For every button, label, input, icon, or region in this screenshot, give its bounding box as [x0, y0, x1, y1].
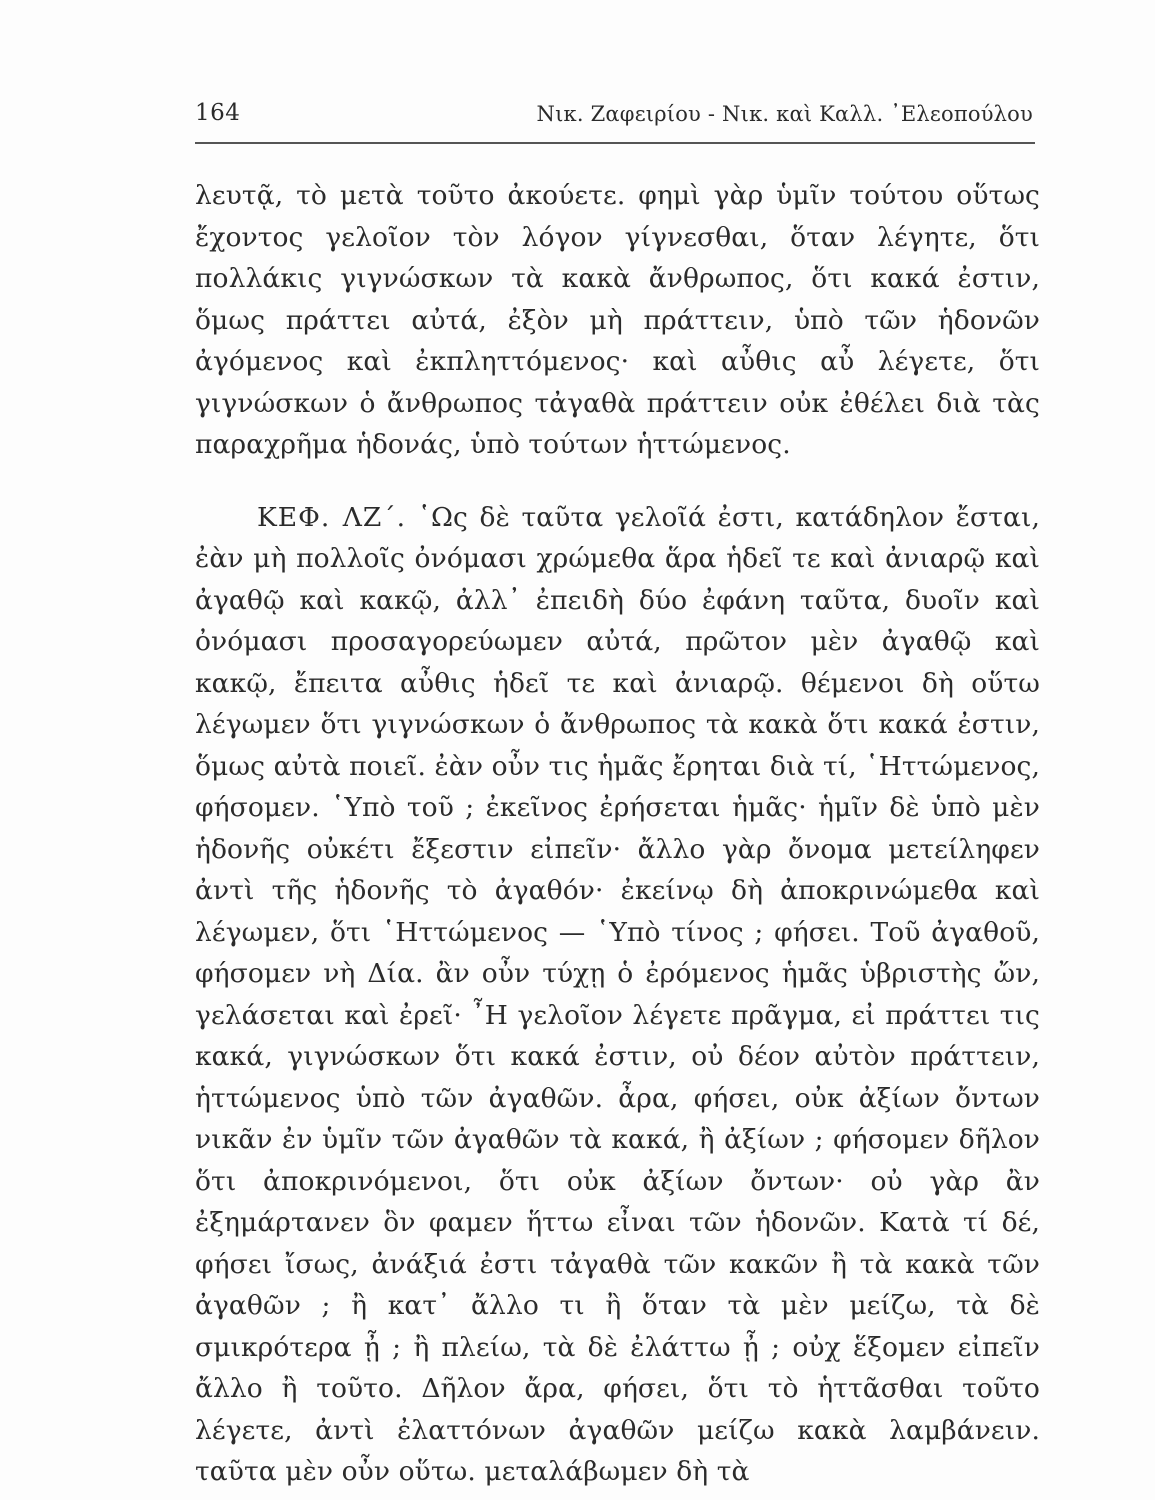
paragraph-1: λευτᾷ, τὸ μετὰ τοῦτο ἀκούετε. φημὶ γὰρ ὑμῖν τούτου οὕτως ἔχοντος γελοῖον τὸν λόγον γίγνεσθαι, ὅταν λέγητε, ὅτι πολλάκις γιγνώσκων τὰ κακὰ ἄνθρωπος, ὅτι κακά ἐστιν, ὅμως πράττει αὐτά, ἐξὸν μὴ πράττειν, ὑπὸ τῶν ἡδονῶν ἀγόμενος καὶ ἐκπληττόμενος· καὶ αὖθις αὖ λέγετε, ὅτι γιγνώσκων ὁ ἄνθρωπος τἀγαθὰ πράττειν οὐκ ἐθέλει διὰ τὰς παραχρῆμα ἡδονάς, ὑπὸ τούτων ἡττώμενος. — [195, 180, 1040, 460]
body-text — [195, 175, 1040, 1493]
running-head: Νικ. Ζαφειρίου - Νικ. καὶ Καλλ. ᾿Ελεοπούλου — [536, 102, 1033, 126]
page-header — [195, 100, 1035, 130]
paragraph-2-text: ῾Ως δὲ ταῦτα γελοῖά ἐστι, κατάδηλον ἔσται, ἐὰν μὴ πολλοῖς ὀνόμασι χρώμεθα ἅρα ἡδεῖ τε καὶ ἀνιαρῷ καὶ ἀγαθῷ καὶ κακῷ, ἀλλ᾿ ἐπειδὴ δύο ἐφάνη ταῦτα, δυοῖν καὶ ὀνόμασι προσαγορεύωμεν αὐτά, πρῶτον μὲν ἀγαθῷ καὶ κακῷ, ἔπειτα αὖθις ἡδεῖ τε καὶ ἀνιαρῷ. θέμενοι δὴ οὕτω λέγωμεν ὅτι γιγνώσκων ὁ ἄνθρωπος τὰ κακὰ ὅτι κακά ἐστιν, ὅμως αὐτὰ ποιεῖ. ἐὰν οὖν τις ἡμᾶς ἔρηται διὰ τί, ῾Ηττώμενος, φήσομεν. ῾Υπὸ τοῦ ; ἐκεῖνος ἐρήσεται ἡμᾶς· ἡμῖν δὲ ὑπὸ μὲν ἡδονῆς οὐκέτι ἔξεστιν εἰπεῖν· ἄλλο γὰρ ὄνομα μετείληφεν ἀντὶ τῆς ἡδονῆς τὸ ἀγαθόν· ἐκείνῳ δὴ ἀποκρινώμεθα καὶ λέγωμεν, ὅτι ῾Ηττώμενος — ῾Υπὸ τίνος ; φήσει. Τοῦ ἀγαθοῦ, φήσομεν νὴ Δία. ἂν οὖν τύχῃ ὁ ἐρόμενος ἡμᾶς ὑβριστὴς ὤν, γελάσεται καὶ ἐρεῖ· ῏Η γελοῖον λέγετε πρᾶγμα, εἰ πράττει τις κακά, γιγνώσκων ὅτι κακά ἐστιν, οὐ δέον αὐτὸν πράττειν, ἡττώμενος ὑπὸ τῶν ἀγαθῶν. ἆρα, φήσει, οὐκ ἀξίων ὄντων νικᾶν ἐν ὑμῖν τῶν ἀγαθῶν τὰ κακά, ἢ ἀξίων ; φήσομεν δῆλον ὅτι ἀποκρινόμενοι, ὅτι οὐκ ἀξίων ὄντων· οὐ γὰρ ἂν ἐξημάρτανεν ὃν φαμεν ἥττω εἶναι τῶν ἡδονῶν. Κατὰ τί δέ, φήσει ἴσως, ἀνάξιά ἐστι τἀγαθὰ τῶν κακῶν ἢ τὰ κακὰ τῶν ἀγαθῶν ; ἢ κατ᾿ ἄλλο τι ἢ ὅταν τὰ μὲν μείζω, τὰ δὲ σμικρότερα ᾖ ; ἢ πλείω, τὰ δὲ ἐλάττω ᾖ ; οὐχ ἕξομεν εἰπεῖν ἄλλο ἢ τοῦτο. Δῆλον ἄρα, φήσει, ὅτι τὸ ἡττᾶσθαι τοῦτο λέγετε, ἀντὶ ἐλαττόνων ἀγαθῶν μείζω κακὰ λαμβάνειν. ταῦτα μὲν οὖν οὕτω. μεταλάβωμεν δὴ τὰ — [195, 501, 1040, 1487]
chapter-heading: ΚΕΦ. ΛΖ΄. — [257, 501, 407, 533]
page-number: 164 — [195, 100, 241, 126]
paragraph-gap — [195, 466, 1040, 497]
header-rule — [195, 142, 1035, 144]
paragraph-2 — [195, 497, 1040, 1493]
